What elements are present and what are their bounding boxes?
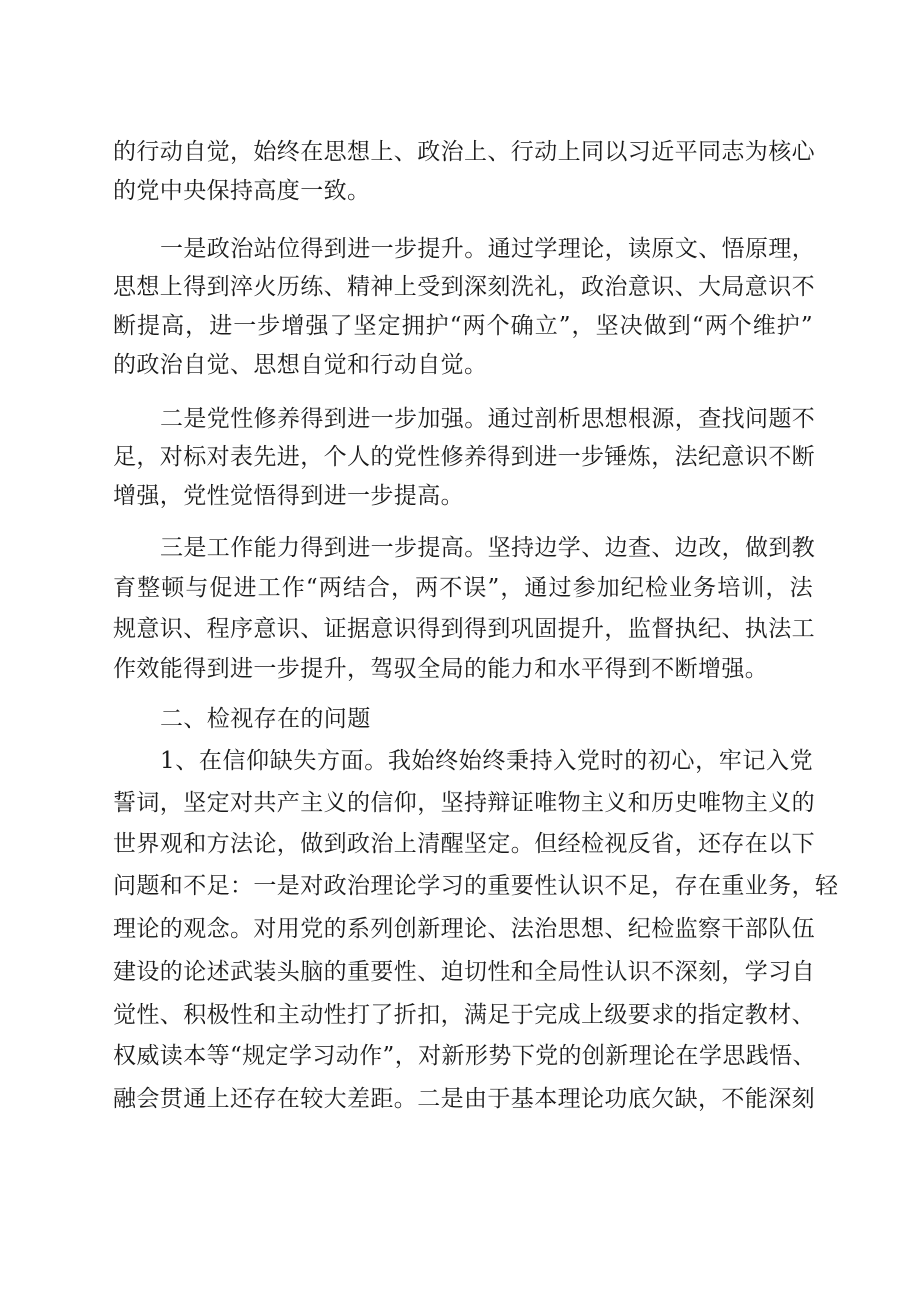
paragraph-heading-line: 二是党性修养得到进一步加强。通过剖析思想根源，查找问题不	[160, 406, 816, 432]
text-line: 作效能得到进一步提升，驾驭全局的能力和水平得到不断增强。	[113, 656, 769, 682]
text-line: 誓词，坚定对共产主义的信仰，坚持辩证唯物主义和历史唯物主义的	[113, 790, 815, 816]
paragraph-heading-line: 一是政治站位得到进一步提升。通过学理论，读原文、悟原理，	[160, 236, 816, 262]
text-line: 问题和不足：一是对政治理论学习的重要性认识不足，存在重业务，轻	[113, 873, 839, 899]
text-line: 断提高，进一步增强了坚定拥护“两个确立”，坚决做到“两个维护”	[113, 313, 813, 339]
text-line: 育整顿与促进工作“两结合，两不误”，通过参加纪检业务培训，法	[113, 575, 813, 601]
text-line: 权威读本等“规定学习动作”，对新形势下党的创新理论在学思践悟、	[113, 1043, 816, 1069]
text-line: 世界观和方法论，做到政治上清醒坚定。但经检视反省，还存在以下	[113, 831, 815, 857]
text-line: 理论的观念。对用党的系列创新理论、法治思想、纪检监察干部队伍	[113, 916, 815, 942]
paragraph-heading-line: 三是工作能力得到进一步提高。坚持边学、边查、边改，做到教	[160, 535, 816, 561]
text-line: 足，对标对表先进，个人的党性修养得到进一步锤炼，法纪意识不断	[113, 444, 815, 470]
text-line: 的政治自觉、思想自觉和行动自觉。	[113, 352, 488, 378]
paragraph-heading-line: 1、在信仰缺失方面。我始终始终秉持入党时的初心，牢记入党	[160, 748, 813, 774]
text-line: 觉性、积极性和主动性打了折扣，满足于完成上级要求的指定教材、	[113, 1002, 815, 1028]
text-line: 增强，党性觉悟得到进一步提高。	[113, 483, 464, 509]
section-heading: 二、检视存在的问题	[160, 706, 371, 732]
text-line: 的行动自觉，始终在思想上、政治上、行动上同以习近平同志为核心	[113, 139, 815, 165]
text-line: 规意识、程序意识、证据意识得到得到巩固提升，监督执纪、执法工	[113, 616, 815, 642]
text-line: 的党中央保持高度一致。	[113, 178, 371, 204]
text-line: 融会贯通上还存在较大差距。二是由于基本理论功底欠缺，不能深刻	[113, 1086, 815, 1112]
text-line: 思想上得到淬火历练、精神上受到深刻洗礼，政治意识、大局意识不	[113, 274, 815, 300]
text-line: 建设的论述武装头脑的重要性、迫切性和全局性认识不深刻，学习自	[113, 959, 815, 985]
